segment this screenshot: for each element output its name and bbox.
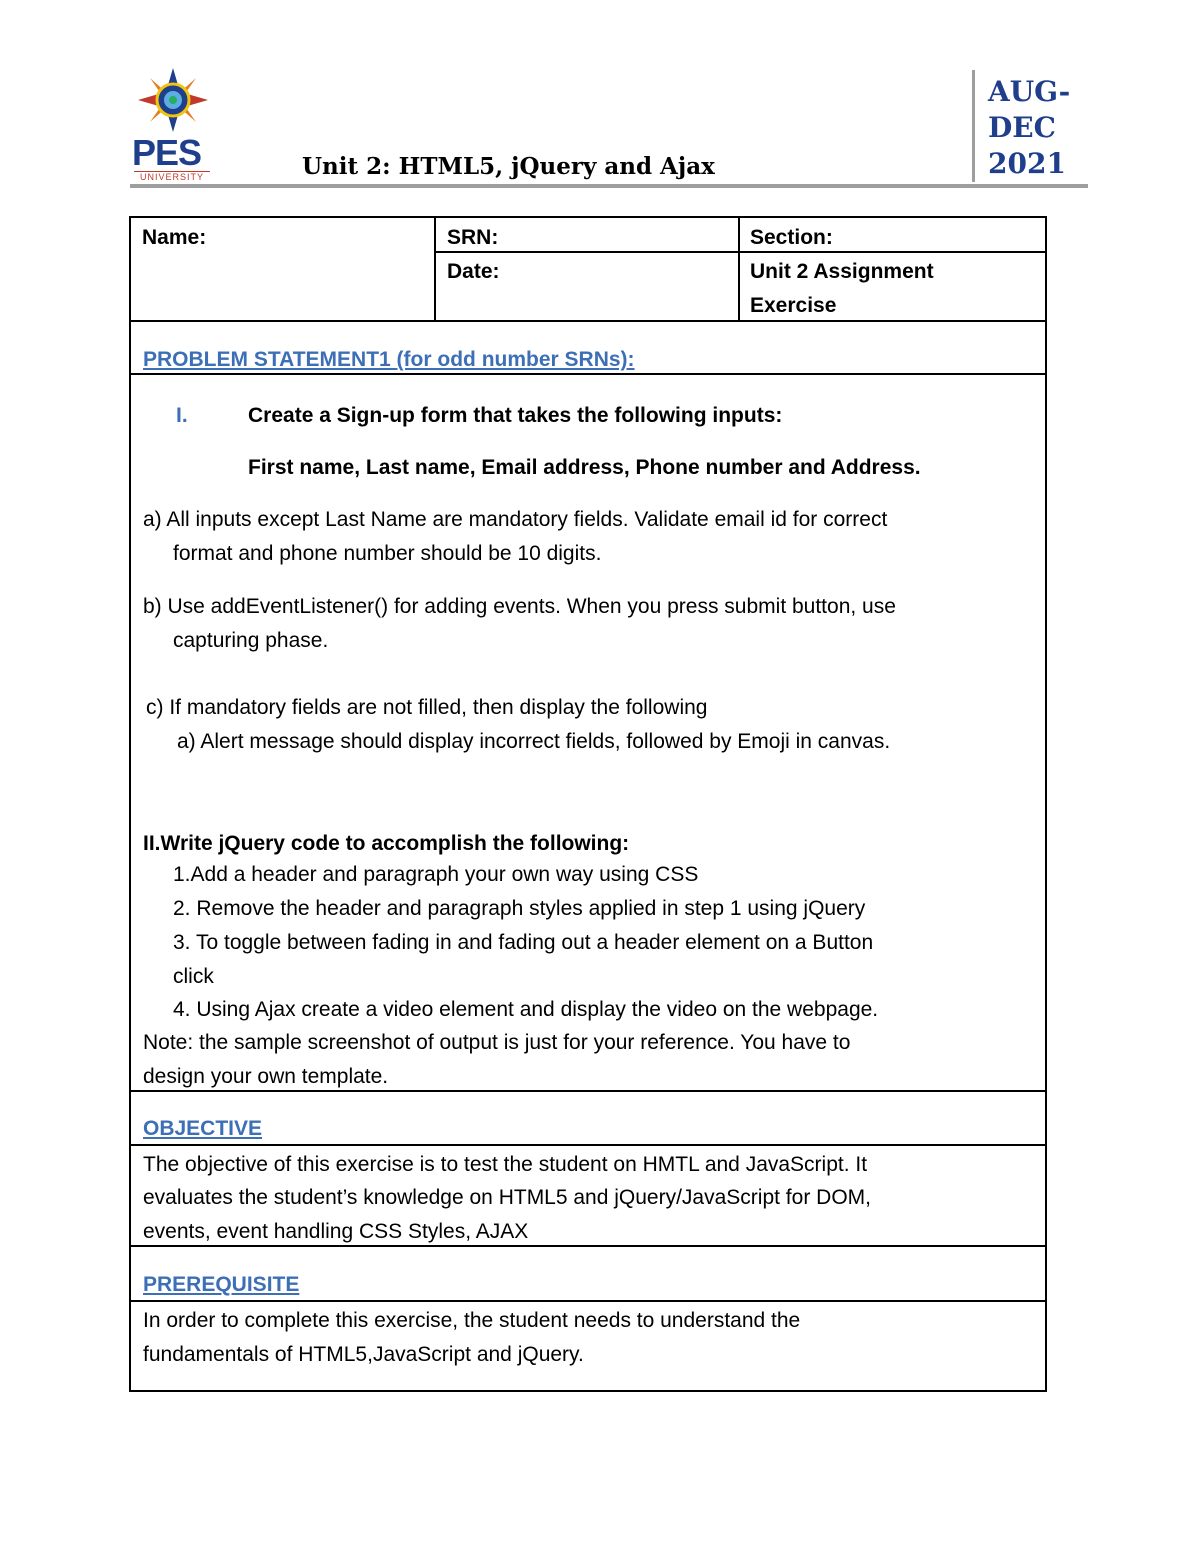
objective-line: events, event handling CSS Styles, AJAX (143, 1220, 529, 1243)
term-divider (972, 70, 975, 182)
assignment-sheet (129, 216, 1047, 1392)
term-line: DEC (988, 111, 1056, 144)
item-c-line: c) If mandatory fields are not filled, then display the following (146, 696, 708, 719)
column-divider (738, 218, 740, 320)
date-label: Date: (447, 260, 500, 283)
section-rule (131, 1245, 1045, 1247)
term-line: 2021 (988, 147, 1066, 180)
item-c-sub: a) Alert message should display incorrect fields, followed by Emoji in canvas. (177, 730, 891, 753)
row-divider (436, 251, 1047, 253)
prerequisite-heading: PREREQUISITE (143, 1273, 300, 1296)
term-line: AUG- (988, 75, 1071, 108)
section-rule (131, 1144, 1045, 1146)
item-a-line: format and phone number should be 10 digits. (173, 542, 602, 565)
part1-title: Create a Sign-up form that takes the following inputs: (248, 404, 783, 427)
note-line: design your own template. (143, 1065, 389, 1088)
step-item: 2. Remove the header and paragraph styles applied in step 1 using jQuery (173, 897, 866, 920)
part1-numeral: I. (176, 404, 188, 427)
note-line: Note: the sample screenshot of output is just for your reference. You have to (143, 1031, 851, 1054)
section-rule (131, 1300, 1045, 1302)
prerequisite-line: fundamentals of HTML5,JavaScript and jQuery. (143, 1343, 584, 1366)
term-label (988, 74, 1070, 182)
problem-heading: PROBLEM STATEMENT1 (for odd number SRNs): (143, 348, 635, 371)
step-item: click (173, 965, 214, 988)
srn-label: SRN: (447, 226, 499, 249)
exercise-label: Exercise (750, 294, 837, 317)
column-divider (434, 218, 436, 320)
part2-title: II.Write jQuery code to accomplish the following: (143, 832, 630, 855)
section-rule (131, 373, 1045, 375)
objective-heading: OBJECTIVE (143, 1117, 263, 1140)
logo-wordmark: PES (132, 132, 202, 173)
item-a-line: a) All inputs except Last Name are mandatory fields. Validate email id for correct (143, 508, 888, 531)
logo-subtext: UNIVERSITY (134, 171, 210, 182)
section-rule (131, 1090, 1045, 1092)
pes-university-logo (128, 68, 218, 184)
part1-fields: First name, Last name, Email address, Phone number and Address. (248, 456, 921, 479)
step-item: 4. Using Ajax create a video element and display the video on the webpage. (173, 998, 879, 1021)
exercise-label: Unit 2 Assignment (750, 260, 934, 283)
item-b-line: capturing phase. (173, 629, 329, 652)
objective-line: evaluates the student’s knowledge on HTML5 and jQuery/JavaScript for DOM, (143, 1186, 871, 1209)
name-label: Name: (142, 226, 207, 249)
section-rule (131, 320, 1045, 322)
header-rule (130, 184, 1088, 188)
item-b-line: b) Use addEventListener() for adding events. When you press submit button, use (143, 595, 896, 618)
prerequisite-line: In order to complete this exercise, the student needs to understand the (143, 1309, 801, 1332)
step-item: 1.Add a header and paragraph your own way using CSS (173, 863, 699, 886)
step-item: 3. To toggle between fading in and fading out a header element on a Button (173, 931, 874, 954)
objective-line: The objective of this exercise is to test the student on HMTL and JavaScript. It (143, 1153, 868, 1176)
document-title: Unit 2: HTML5, jQuery and Ajax (302, 153, 715, 180)
compass-emblem-icon (128, 68, 218, 132)
section-label: Section: (750, 226, 833, 249)
